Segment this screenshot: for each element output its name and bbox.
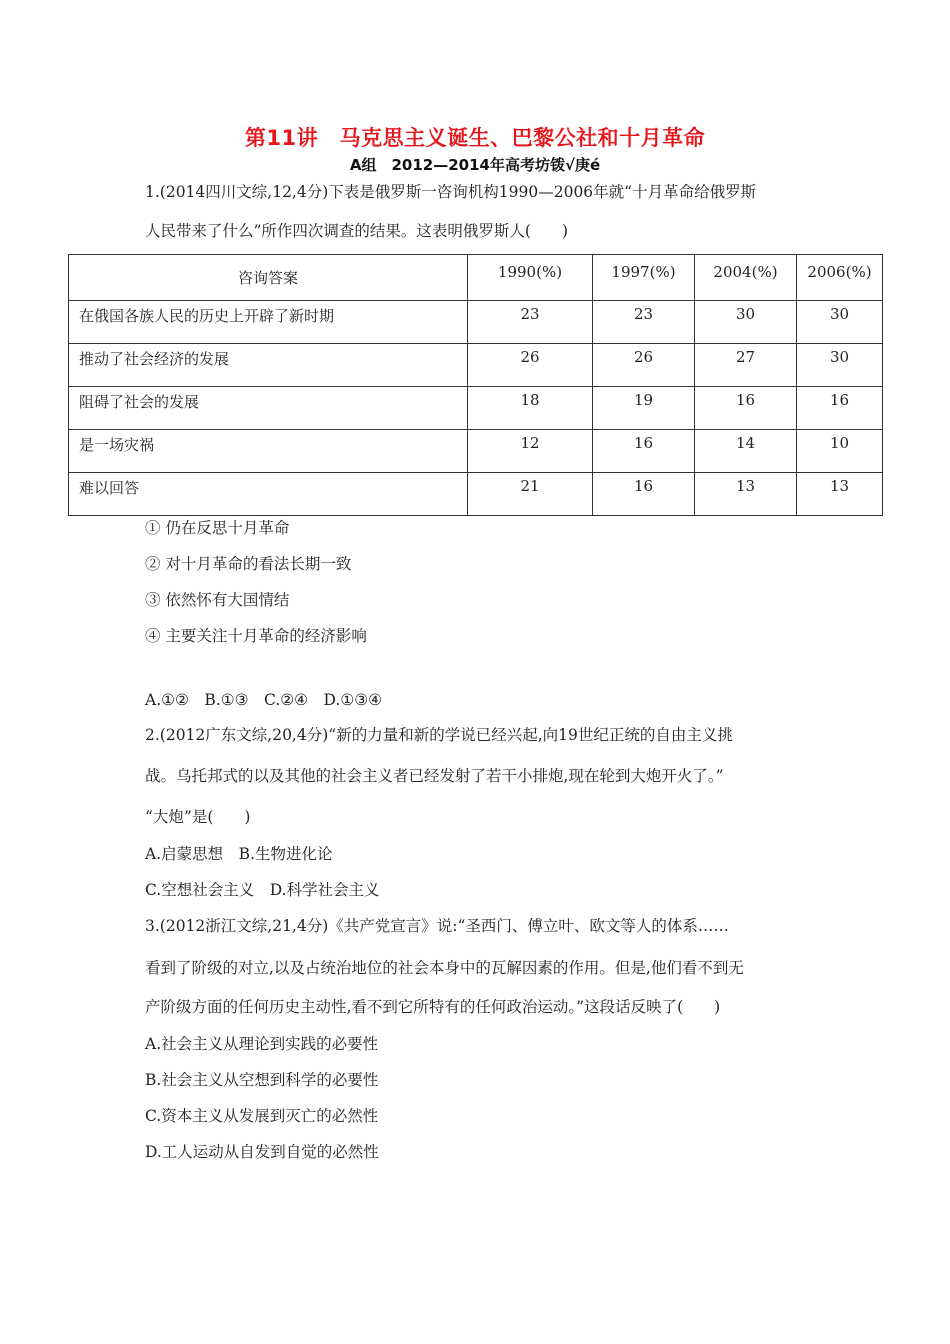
table-cell: 是一场灾祸	[69, 430, 468, 473]
table-cell: 27	[695, 344, 797, 387]
table-cell: 30	[797, 301, 883, 344]
table-cell: 26	[468, 344, 593, 387]
table-cell: 10	[797, 430, 883, 473]
table-cell: 16	[593, 430, 695, 473]
table-row	[69, 387, 883, 430]
question-3-option-b: B.社会主义从空想到科学的必要性	[145, 1071, 379, 1089]
question-3-line-2: 看到了阶级的对立,以及占统治地位的社会本身中的瓦解因素的作用。但是,他们看不到无	[145, 959, 744, 977]
table-cell: 16	[695, 387, 797, 430]
table-cell: 推动了社会经济的发展	[69, 344, 468, 387]
column-header: 2006(%)	[797, 255, 883, 301]
page-title: 第11讲 马克思主义诞生、巴黎公社和十月革命	[244, 126, 706, 150]
survey-table	[68, 254, 883, 516]
table-cell: 23	[593, 301, 695, 344]
question-3-line-3: 产阶级方面的任何历史主动性,看不到它所特有的任何政治运动。”这段话反映了( )	[145, 998, 721, 1016]
table-header-row	[69, 255, 883, 301]
statement-2: ② 对十月革命的看法长期一致	[145, 555, 352, 573]
column-header: 2004(%)	[695, 255, 797, 301]
table-cell: 30	[797, 344, 883, 387]
column-header: 咨询答案	[69, 255, 468, 301]
question-3-option-c: C.资本主义从发展到灭亡的必然性	[145, 1107, 379, 1125]
table-cell: 难以回答	[69, 473, 468, 516]
table-row	[69, 344, 883, 387]
statement-3: ③ 依然怀有大国情结	[145, 591, 290, 609]
question-3-line-1: 3.(2012浙江文综,21,4分)《共产党宣言》说:“圣西门、傅立叶、欧文等人的体系……	[145, 917, 729, 935]
question-2-line-1: 2.(2012广东文综,20,4分)“新的力量和新的学说已经兴起,向19世纪正统的自由主义挑	[145, 726, 733, 744]
question-2-options-cd: C.空想社会主义 D.科学社会主义	[145, 881, 380, 899]
table-cell: 23	[468, 301, 593, 344]
table-cell: 21	[468, 473, 593, 516]
question-2-options-ab: A.启蒙思想 B.生物进化论	[145, 845, 333, 863]
table-cell: 在俄国各族人民的历史上开辟了新时期	[69, 301, 468, 344]
statement-4: ④ 主要关注十月革命的经济影响	[145, 627, 367, 645]
table-cell: 16	[593, 473, 695, 516]
table-cell: 26	[593, 344, 695, 387]
question-2-line-3: “大炮”是( )	[145, 808, 251, 826]
table-cell: 12	[468, 430, 593, 473]
table-row	[69, 430, 883, 473]
section-subtitle: A组 2012—2014年高考坊䥽√庚é	[349, 156, 601, 174]
table-cell: 18	[468, 387, 593, 430]
column-header: 1990(%)	[468, 255, 593, 301]
table-cell: 19	[593, 387, 695, 430]
question-3-option-a: A.社会主义从理论到实践的必要性	[145, 1035, 379, 1053]
table-cell: 30	[695, 301, 797, 344]
table-cell: 16	[797, 387, 883, 430]
table-row	[69, 473, 883, 516]
table-row	[69, 301, 883, 344]
table-cell: 13	[695, 473, 797, 516]
question-3-option-d: D.工人运动从自发到自觉的必然性	[145, 1143, 379, 1161]
question-1-line-2: 人民带来了什么”所作四次调查的结果。这表明俄罗斯人( )	[145, 222, 569, 240]
table-cell: 13	[797, 473, 883, 516]
table-cell: 14	[695, 430, 797, 473]
question-2-line-2: 战。乌托邦式的以及其他的社会主义者已经发射了若干小排炮,现在轮到大炮开火了。”	[145, 767, 724, 785]
statement-1: ① 仍在反思十月革命	[145, 519, 290, 537]
question-1-line-1: 1.(2014四川文综,12,4分)下表是俄罗斯一咨询机构1990—2006年就“十月革命给俄罗斯	[145, 183, 757, 201]
table-cell: 阻碍了社会的发展	[69, 387, 468, 430]
column-header: 1997(%)	[593, 255, 695, 301]
question-1-options: A.①② B.①③ C.②④ D.①③④	[145, 691, 383, 709]
